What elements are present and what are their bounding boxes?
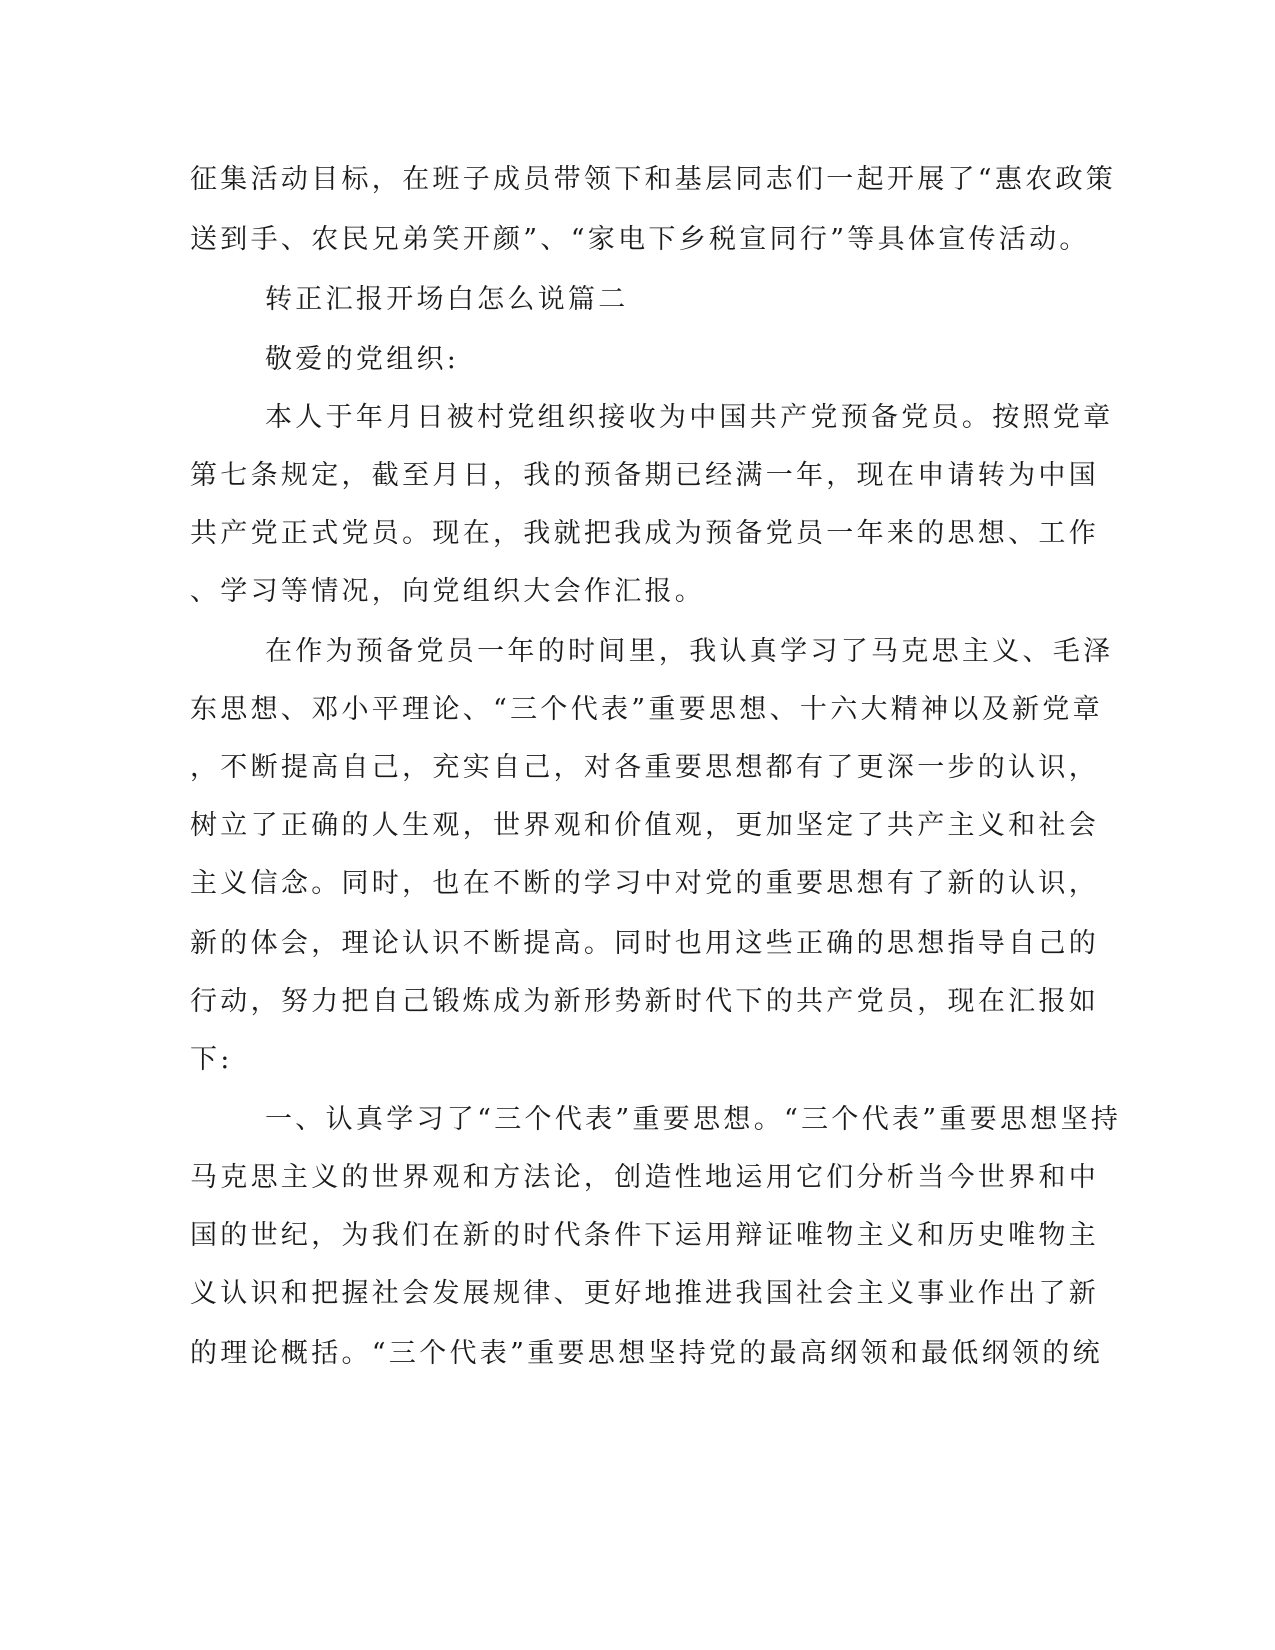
text-line-10: 东思想、邓小平理论、“三个代表”重要思想、十六大精神以及新党章 <box>190 694 1103 725</box>
text-line-18: 马克思主义的世界观和方法论，创造性地运用它们分析当今世界和中 <box>190 1162 1099 1193</box>
text-line-15: 行动，努力把自己锻炼成为新形势新时代下的共产党员，现在汇报如 <box>190 986 1099 1017</box>
text-line-7: 共产党正式党员。现在，我就把我成为预备党员一年来的思想、工作 <box>190 518 1099 549</box>
text-line-14: 新的体会，理论认识不断提高。同时也用这些正确的思想指导自己的 <box>190 928 1099 959</box>
text-line-11: ，不断提高自己，充实自己，对各重要思想都有了更深一步的认识， <box>190 752 1099 783</box>
text-line-2: 送到手、农民兄弟笑开颜”、“家电下乡税宣同行”等具体宣传活动。 <box>190 224 1090 255</box>
text-line-17: 一、认真学习了“三个代表”重要思想。“三个代表”重要思想坚持 <box>265 1104 1122 1135</box>
text-line-8: 、学习等情况，向党组织大会作汇报。 <box>190 576 706 607</box>
section-heading: 转正汇报开场白怎么说篇二 <box>265 284 629 315</box>
text-line-19: 国的世纪，为我们在新的时代条件下运用辩证唯物主义和历史唯物主 <box>190 1220 1099 1251</box>
text-line-16: 下: <box>190 1044 233 1075</box>
text-line-21: 的理论概括。“三个代表”重要思想坚持党的最高纲领和最低纲领的统 <box>190 1338 1103 1369</box>
text-line-12: 树立了正确的人生观，世界观和价值观，更加坚定了共产主义和社会 <box>190 810 1099 841</box>
salutation: 敬爱的党组织: <box>265 344 460 375</box>
text-line-13: 主义信念。同时，也在不断的学习中对党的重要思想有了新的认识， <box>190 868 1099 899</box>
text-line-1: 征集活动目标，在班子成员带领下和基层同志们一起开展了“惠农政策 <box>190 164 1117 195</box>
text-line-9: 在作为预备党员一年的时间里，我认真学习了马克思主义、毛泽 <box>265 636 1114 667</box>
text-line-5: 本人于年月日被村党组织接收为中国共产党预备党员。按照党章 <box>265 402 1114 433</box>
text-line-6: 第七条规定，截至月日，我的预备期已经满一年，现在申请转为中国 <box>190 460 1099 491</box>
text-line-20: 义认识和把握社会发展规律、更好地推进我国社会主义事业作出了新 <box>190 1278 1099 1309</box>
